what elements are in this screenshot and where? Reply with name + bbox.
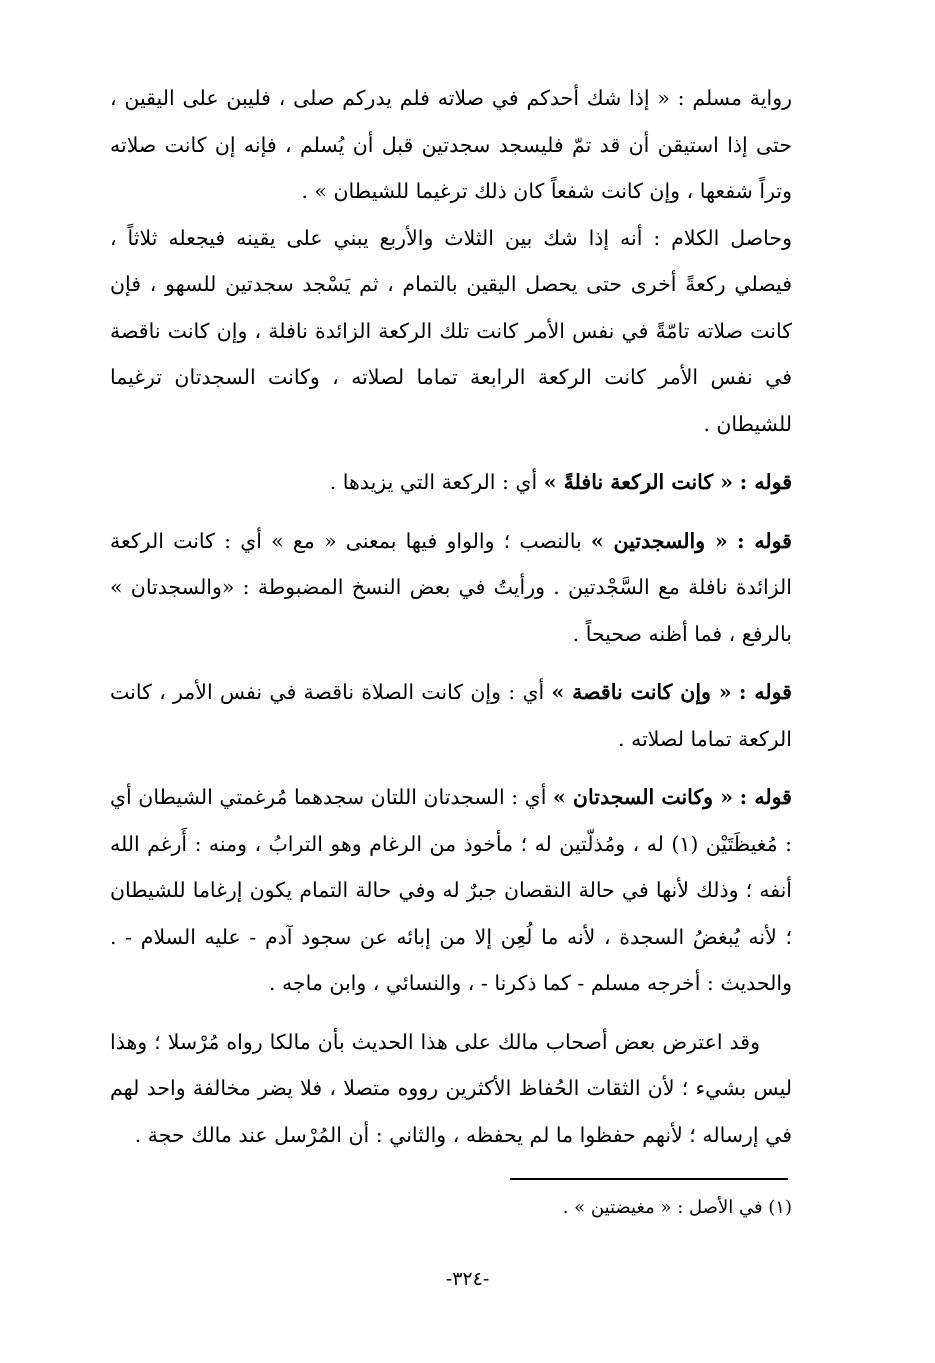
- qawluhu-label: قوله :: [738, 680, 792, 704]
- paragraph-1: رواية مسلم : « إذا شك أحدكم في صلاته فلم يدركم صلى ، فليبن على اليقين ، حتى إذا استيقن أن قد تمّ فليسجد سجدتين قبل أن يُسلم ، فإنه إن كانت صلاته وتراً شفعها ، وإن كانت شفعاً كان ذلك ترغيما للشيطان » .: [110, 86, 792, 203]
- quoted-phrase: « وإن كانت ناقصة »: [551, 680, 732, 704]
- quoted-phrase: « والسجدتين »: [590, 528, 728, 553]
- commentary-text: أي : السجدتان اللتان سجدهما مُرغمتي الشيطان أي : مُغيظَتَيْن (١) له ، ومُذلّتين له ؛ مأخوذ من الرغام وهو الترابُ ، ومنه : أَرغم الله أنفه ؛ وذلك لأنها في حالة النقصان جبرٌ له وفي حالة التمام يكون إرغاما للشيطان ؛ لأنه يُبغضُ السجدة ، لأنه ما لُعِن إلا من إبائه عن سجود آدم - عليه السلام - . والحديث : أخرجه مسلم - كما ذكرنا - ، والنسائي ، وابن ماجه .: [110, 785, 792, 995]
- paragraph-4: [110, 518, 792, 658]
- paragraph-5: [110, 669, 792, 762]
- page-body: [110, 75, 792, 1158]
- quoted-phrase: « وكانت السجدتان »: [552, 785, 734, 809]
- footnote: (١) في الأصل : « مغيضتين » .: [562, 1197, 792, 1218]
- qawluhu-label: قوله :: [739, 785, 792, 809]
- qawluhu-label: قوله :: [739, 470, 792, 494]
- page-number: -٣٢٤-: [445, 1268, 490, 1290]
- paragraph-3: [110, 459, 792, 506]
- commentary-text: بالنصب ؛ والواو فيها بمعنى « مع » أي : كانت الركعة الزائدة نافلة مع السَّجْدتين . ورأيتُ في بعض النسخ المضبوطة : «والسجدتان » بالرفع ، فما أظنه صحيحاً .: [110, 528, 792, 646]
- qawluhu-label: قوله :: [736, 528, 792, 553]
- paragraph-6: [110, 774, 792, 1007]
- quoted-phrase: « كانت الركعة نافلةً »: [543, 470, 734, 494]
- commentary-text: أي : وإن كانت الصلاة ناقصة في نفس الأمر ، كانت الركعة تماما لصلاته .: [110, 680, 792, 751]
- paragraph-7: وقد اعترض بعض أصحاب مالك على هذا الحديث بأن مالكا رواه مُرْسلا ؛ وهذا ليس بشيء ؛ لأن الثقات الحُفاظ الأكثرين رووه متصلا ، فلا يضر مخالفة واحد لهم في إرساله ؛ لأنهم حفظوا ما لم يحفظه ، والثاني : أن المُرْسل عند مالك حجة .: [110, 1029, 792, 1147]
- commentary-text: أي : الركعة التي يزيدها .: [329, 470, 538, 494]
- footnote-divider: [510, 1178, 788, 1180]
- paragraph-2: وحاصل الكلام : أنه إذا شك بين الثلاث والأربع يبني على يقينه فيجعله ثلاثاً ، فيصلي ركعةً أخرى حتى يحصل اليقين بالتمام ، ثم يَسْجد سجدتين للسهو ، فإن كانت صلاته تامّةً في نفس الأمر كانت تلك الركعة الزائدة نافلة ، وإن كانت ناقصة في نفس الأمر كانت الركعة الرابعة تماما لصلاته ، وكانت السجدتان ترغيما للشيطان .: [110, 225, 792, 436]
